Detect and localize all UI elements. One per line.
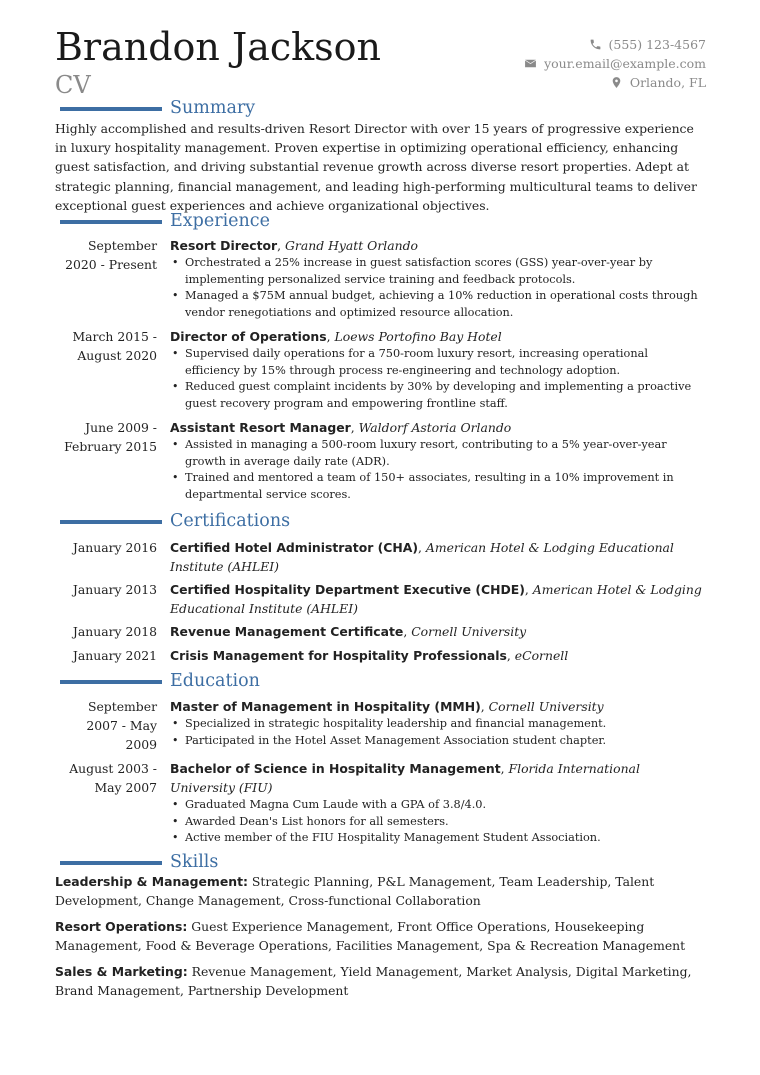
section-heading-summary: [60, 97, 255, 119]
section-title: Certifications: [170, 511, 291, 531]
employer: Grand Hyatt Orlando: [285, 238, 418, 253]
certification-title: Crisis Management for Hospitality Professionals: [170, 648, 507, 663]
entry-date: January 2013: [72, 582, 157, 597]
bullet-item: • Managed a $75M annual budget, achieving a 10% reduction in operational costs through vendor renegotiations and optimized resource allocation.: [170, 288, 705, 321]
job-title: Assistant Resort Manager: [170, 420, 351, 435]
employer: Waldorf Astoria Orlando: [358, 420, 512, 435]
entry-bullets: [170, 437, 705, 504]
entry-bullets: [170, 255, 705, 322]
skill-group: [55, 917, 705, 955]
candidate-name: Brandon Jackson: [55, 25, 382, 69]
entry-date: March 2015 - August 2020: [72, 329, 157, 363]
entry-heading: Certified Hospitality Department Executive (CHDE), American Hotel & Lodging Educational Institute (AHLEI): [170, 582, 702, 616]
skill-group: [55, 872, 705, 910]
section-rule: [60, 220, 162, 224]
section-rule: [60, 861, 162, 865]
issuer: eCornell: [514, 648, 569, 663]
section-heading-education: [60, 670, 260, 692]
summary-paragraph: Highly accomplished and results-driven Resort Director with over 15 years of progressive experience in luxury hospitality management. Proven expertise in optimizing operational efficiency, enhancing guest satisfaction, and driving substantial revenue growth across diverse resort properties. Adept at strategic planning, financial management, and leading high-performing multicultural teams to deliver exceptional guest experiences and achieve organizational objectives.: [55, 121, 697, 213]
entry-date: September 2020 - Present: [65, 238, 157, 272]
section-title: Experience: [170, 211, 270, 231]
entry-date: August 2003 - May 2007: [69, 761, 157, 795]
map-marker-icon: [610, 76, 623, 89]
institution: Cornell University: [488, 699, 604, 714]
bullet-item: • Supervised daily operations for a 750-room luxury resort, increasing operational efficiency by 15% through process re-engineering and technology adoption.: [170, 346, 705, 379]
entry-date: September 2007 - May 2009: [86, 699, 157, 752]
bullet-item: • Awarded Dean's List honors for all semesters.: [170, 814, 705, 831]
bullet-item: • Participated in the Hotel Asset Management Association student chapter.: [170, 733, 705, 750]
skill-label: Resort Operations:: [55, 919, 188, 934]
section-rule: [60, 107, 162, 111]
employer: Loews Portofino Bay Hotel: [334, 329, 502, 344]
section-title: Skills: [170, 852, 219, 872]
phone-text[interactable]: (555) 123-4567: [608, 37, 706, 52]
entry-date: June 2009 - February 2015: [64, 420, 157, 454]
contact-phone: [524, 35, 706, 54]
location-text: Orlando, FL: [629, 75, 706, 90]
certification-title: Certified Hotel Administrator (CHA): [170, 540, 419, 555]
envelope-icon: [524, 57, 537, 70]
job-title: Resort Director: [170, 238, 278, 253]
section-title: Summary: [170, 98, 256, 118]
bullet-item: • Orchestrated a 25% increase in guest satisfaction scores (GSS) year-over-year by implementing personalized service training and feedback protocols.: [170, 255, 705, 288]
bullet-item: • Reduced guest complaint incidents by 30% by developing and implementing a proactive guest recovery program and empowering frontline staff.: [170, 379, 705, 412]
issuer: American Hotel & Lodging Educational Institute (AHLEI): [170, 582, 702, 616]
entry-date: January 2021: [72, 648, 157, 663]
contact-email: [524, 54, 706, 73]
section-rule: [60, 680, 162, 684]
bullet-item: • Active member of the FIU Hospitality Management Student Association.: [170, 830, 705, 847]
entry-heading: Master of Management in Hospitality (MMH), Cornell University: [170, 699, 604, 714]
skill-value: Strategic Planning, P&L Management, Team Leadership, Talent Development, Change Management, Cross-functional Collaboration: [55, 874, 655, 908]
entry-date: January 2016: [72, 540, 157, 555]
contact-location: [524, 73, 706, 92]
skill-group: [55, 962, 705, 1000]
entry-heading: Director of Operations, Loews Portofino Bay Hotel: [170, 329, 502, 344]
email-link[interactable]: your.email@example.com: [544, 56, 706, 71]
entry-heading: Bachelor of Science in Hospitality Management, Florida International University (FIU): [170, 761, 640, 795]
bullet-item: • Trained and mentored a team of 150+ associates, resulting in a 10% improvement in departmental service scores.: [170, 470, 705, 503]
entry-heading: Certified Hotel Administrator (CHA), American Hotel & Lodging Educational Institute (AHLEI): [170, 540, 674, 574]
entry-bullets: [170, 346, 705, 413]
bullet-item: • Graduated Magna Cum Laude with a GPA of 3.8/4.0.: [170, 797, 705, 814]
job-title: Director of Operations: [170, 329, 327, 344]
skill-label: Sales & Marketing:: [55, 964, 188, 979]
degree-title: Bachelor of Science in Hospitality Management: [170, 761, 501, 776]
section-title: Education: [170, 671, 260, 691]
bullet-item: • Specialized in strategic hospitality leadership and financial management.: [170, 716, 705, 733]
skill-value: Revenue Management, Yield Management, Market Analysis, Digital Marketing, Brand Management, Partnership Development: [55, 964, 692, 998]
issuer: Cornell University: [411, 624, 527, 639]
skill-value: Guest Experience Management, Front Office Operations, Housekeeping Management, Food & Beverage Operations, Facilities Management, Spa & Recreation Management: [55, 919, 686, 953]
contact-block: [524, 35, 706, 92]
entry-bullets: [170, 716, 705, 749]
degree-title: Master of Management in Hospitality (MMH): [170, 699, 481, 714]
skill-label: Leadership & Management:: [55, 874, 248, 889]
entry-heading: Assistant Resort Manager, Waldorf Astoria Orlando: [170, 420, 512, 435]
section-rule: [60, 520, 162, 524]
section-heading-experience: [60, 210, 270, 232]
bullet-item: • Assisted in managing a 500-room luxury resort, contributing to a 5% year-over-year growth in average daily rate (ADR).: [170, 437, 705, 470]
certification-title: Certified Hospitality Department Executive (CHDE): [170, 582, 525, 597]
entry-bullets: [170, 797, 705, 847]
section-heading-certifications: [60, 510, 290, 532]
entry-heading: Revenue Management Certificate, Cornell University: [170, 624, 527, 639]
document-subtitle: CV: [55, 71, 91, 99]
entry-date: January 2018: [72, 624, 157, 639]
entry-heading: Resort Director, Grand Hyatt Orlando: [170, 238, 418, 253]
section-heading-skills: [60, 851, 218, 873]
issuer: American Hotel & Lodging Educational Institute (AHLEI): [170, 540, 674, 574]
certification-title: Revenue Management Certificate: [170, 624, 404, 639]
institution: Florida International University (FIU): [170, 761, 640, 795]
entry-heading: Crisis Management for Hospitality Professionals, eCornell: [170, 648, 569, 663]
phone-icon: [589, 38, 602, 51]
